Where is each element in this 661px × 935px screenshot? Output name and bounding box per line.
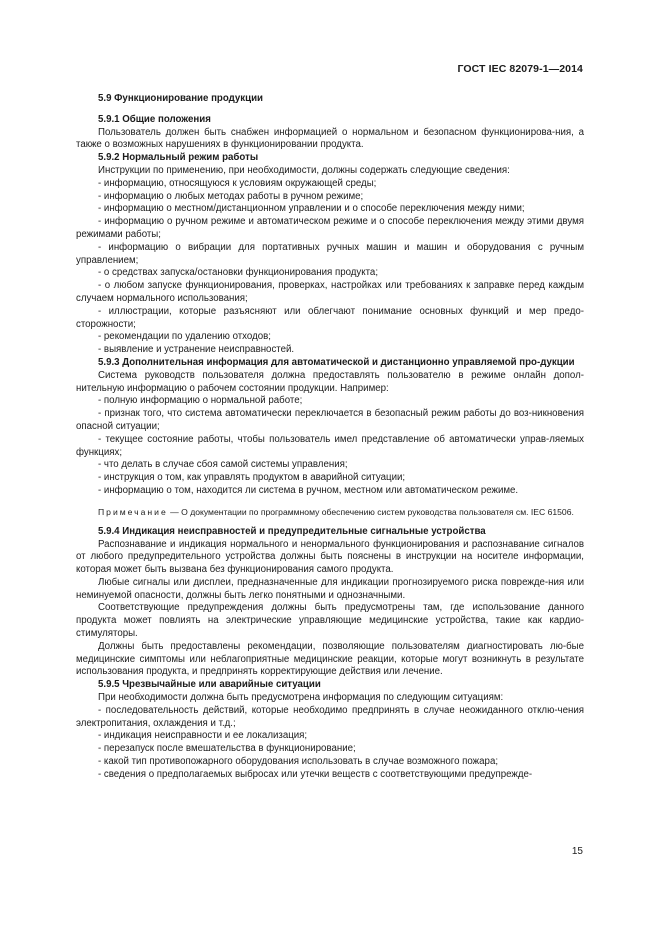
paragraph: Система руководств пользователя должна предоставлять пользователю в режиме онлайн допол-нительную информацию о рабочем состоянии продукции. Например:: [76, 369, 584, 394]
list-item: - сведения о предполагаемых выбросах или утечки веществ с соответствующими предупрежде-: [98, 768, 533, 780]
paragraph: Любые сигналы или дисплеи, предназначенные для индикации прогнозируемого риска поврежде-ния или неминуемой опасности, должны быть легко понятными и однозначными.: [76, 576, 584, 601]
list-item: - выявление и устранение неисправностей.: [98, 344, 295, 356]
document-body: [76, 93, 584, 782]
note: [76, 506, 584, 518]
note-text: — О документации по программному обеспечению систем руководства пользователя см. IEC 61506.: [167, 506, 574, 517]
list-item: - полную информацию о нормальной работе;: [98, 395, 303, 407]
subsection-title: 5.9.1 Общие положения: [98, 113, 211, 125]
list-item: - о средствах запуска/остановки функционирования продукта;: [98, 267, 379, 279]
paragraph: Инструкции по применению, при необходимости, должны содержать следующие сведения:: [98, 164, 510, 176]
list-item: - о любом запуске функционирования, проверках, настройках или требованиях к заправке перед каждым случаем нормального использования;: [76, 280, 584, 304]
list-item: - информацию, относящуюся к условиям окружающей среды;: [98, 177, 377, 189]
list-item: - информацию о том, находится ли система в ручном, местном или автоматическом режиме.: [98, 484, 519, 496]
paragraph: Должны быть предоставлены рекомендации, позволяющие пользователям диагностировать лю-бые медицинские симптомы или неблагоприятные медицинские реакции, которые могут возникнуть в результате использования продукта, и предпринять корректирующие действия или лечение.: [76, 640, 584, 678]
list-item: - информацию о вибрации для портативных ручных машин и машин и оборудования с ручным управлением;: [76, 241, 584, 266]
list-item: - что делать в случае сбоя самой системы управления;: [98, 459, 348, 471]
list-item: - информацию о местном/дистанционном управлении и о способе переключения между ними;: [98, 203, 525, 215]
list-item: - информацию о ручном режиме и автоматическом режиме и о способе переключения между этими двумя режимами работы;: [76, 216, 584, 240]
subsection-title: 5.9.5 Чрезвычайные или аварийные ситуации: [98, 679, 321, 691]
list-item: - текущее состояние работы, чтобы пользователь имел представление об автоматически управ-ляемых функциях;: [76, 433, 584, 458]
document-header: ГОСТ IEC 82079-1—2014: [457, 63, 583, 75]
list-item: - последовательность действий, которые необходимо предпринять в случае неожиданного отклю-чения электропитания, охлаждения и т.д.;: [76, 704, 584, 729]
paragraph: При необходимости должна быть предусмотрена информация по следующим ситуациям:: [98, 692, 504, 704]
subsection-title: 5.9.2 Нормальный режим работы: [98, 152, 259, 164]
note-label: Примечание: [98, 506, 168, 517]
list-item: - индикация неисправности и ее локализация;: [98, 730, 308, 742]
section-title: 5.9 Функционирование продукции: [98, 93, 264, 104]
paragraph: Пользователь должен быть снабжен информацией о нормальном и безопасном функционирова-ния, а также о возможных нарушениях в функционировании продукта.: [76, 126, 584, 151]
list-item: - признак того, что система автоматически переключается в безопасный режим работы до воз-никновения опасной ситуации;: [76, 408, 584, 432]
list-item: - какой тип противопожарного оборудования использовать в случае возможного пожара;: [98, 756, 499, 768]
subsection-title: 5.9.3 Дополнительная информация для автоматической и дистанционно управляемой про-дукции: [98, 356, 575, 368]
subsection-title: 5.9.4 Индикация неисправностей и предупредительные сигнальные устройства: [98, 525, 486, 537]
paragraph: Распознавание и индикация нормального и ненормального функционирования и распознавание сигналов от любого предупредительного устройства должны быть пояснены в инструкции на носителе информации, которая может быть вызвана без функционирования самого продукта.: [76, 538, 584, 576]
list-item: - иллюстрации, которые разъясняют или облегчают понимание основных функций и мер предо-сторожности;: [76, 305, 584, 330]
list-item: - информацию о любых методах работы в ручном режиме;: [98, 190, 364, 202]
list-item: - рекомендации по удалению отходов;: [98, 331, 271, 343]
list-item: - перезапуск после вмешательства в функционирование;: [98, 743, 356, 755]
page-number: 15: [571, 846, 583, 857]
list-item: - инструкция о том, как управлять продуктом в аварийной ситуации;: [98, 472, 406, 484]
paragraph: Соответствующие предупреждения должны быть предусмотрены там, где использование данного продукта может повлиять на электрические управляющие медицинские устройства, такие как кардио-стимуляторы.: [76, 602, 584, 640]
